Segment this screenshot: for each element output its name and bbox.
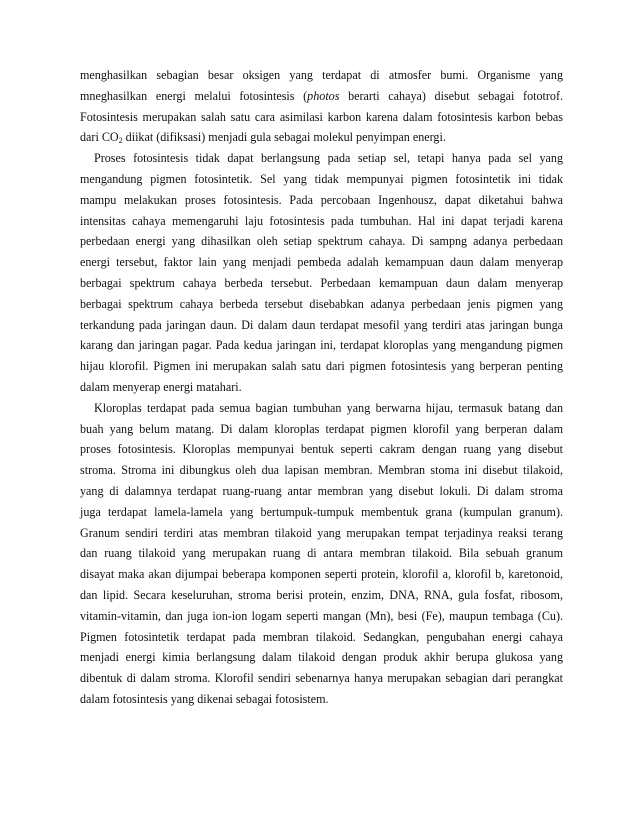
- text-segment: dari CO: [80, 130, 119, 145]
- text-segment: dan lipid. Secara keseluruhan, stroma berisi protein, enzim, DNA, RNA, gula fosfat, ribosom,: [80, 587, 563, 602]
- text-segment: Kloroplas terdapat pada semua bagian tumbuhan yang berwarna hijau, termasuk batang dan: [94, 400, 563, 415]
- text-segment: mengandung pigmen fotosintetik. Sel yang tidak mempunyai pigmen fotosintetik ini tidak: [80, 171, 563, 186]
- text-segment: Fotosintesis merupakan salah satu cara asimilasi karbon karena dalam fotosintesis karbon bebas: [80, 109, 563, 124]
- text-line: [80, 398, 563, 419]
- text-line: [80, 190, 563, 211]
- text-segment: berbagai spektrum cahaya berbeda tersebut disebabkan adanya perbedaan jenis pigmen yang: [80, 296, 563, 311]
- text-segment: dalam fotosintesis yang dikenai sebagai fotosistem.: [80, 691, 329, 706]
- text-segment: dalam menyerap energi matahari.: [80, 379, 242, 394]
- text-segment: stroma. Stroma ini dibungkus oleh dua lapisan membran. Membran stoma ini disebut tilakoid,: [80, 463, 563, 478]
- text-line: [80, 439, 563, 460]
- text-line: [80, 481, 563, 502]
- text-line: [80, 564, 563, 585]
- text-line: [80, 169, 563, 190]
- text-line: [80, 107, 563, 128]
- text-segment: buah yang belum matang. Di dalam kloroplas terdapat pigmen klorofil yang berperan dalam: [80, 421, 563, 436]
- text-segment: Pigmen fotosintetik terdapat pada membran tilakoid. Sedangkan, pengubahan energi cahaya: [80, 629, 563, 644]
- text-segment: mneghasilkan energi melalui fotosintesis (: [80, 88, 308, 103]
- text-line: [80, 273, 563, 294]
- text-segment: Proses fotosintesis tidak dapat berlangsung pada setiap sel, tetapi hanya pada sel yang: [94, 151, 563, 166]
- text-segment: intensitas cahaya memengaruhi laju fotosintesis pada tumbuhan. Hal ini dapat terjadi karena: [80, 213, 563, 228]
- text-line: [80, 523, 563, 544]
- text-segment: hijau klorofil. Pigmen ini merupakan salah satu dari pigmen fotosintesis yang berperan penting: [80, 359, 563, 374]
- text-line: [80, 460, 563, 481]
- text-line: [80, 127, 563, 148]
- text-segment: menjadi energi kimia berlangsung dalam tilakoid dengan produk akhir berupa glukosa yang: [80, 650, 563, 665]
- text-line: [80, 419, 563, 440]
- text-line: [80, 668, 563, 689]
- text-line: [80, 335, 563, 356]
- paragraph: [80, 398, 563, 710]
- text-line: [80, 252, 563, 273]
- paragraph: [80, 65, 563, 148]
- text-segment: berbagai spektrum cahaya berbeda tersebut. Perbedaan kemampuan daun dalam menyerap: [80, 275, 563, 290]
- text-segment: mampu melakukan proses fotosintesis. Pada percobaan Ingenhousz, dapat diketahui bahwa: [80, 192, 563, 207]
- text-line: [80, 315, 563, 336]
- text-segment: disayat maka akan dijumpai beberapa komponen seperti protein, klorofil a, klorofil b, karetonoid,: [80, 567, 563, 582]
- text-segment: proses fotosintesis. Kloroplas mempunyai bentuk seperti cakram dengan ruang yang disebut: [80, 442, 563, 457]
- body-text: [80, 65, 563, 710]
- text-line: [80, 148, 563, 169]
- text-segment: yang di dalamnya terdapat ruang-ruang antar membran yang disebut lokuli. Di dalam stroma: [80, 483, 563, 498]
- text-segment: dibentuk di dalam stroma. Klorofil sendiri sebenarnya hanya merupakan sebagian dari perangkat: [80, 671, 563, 686]
- text-line: [80, 606, 563, 627]
- text-line: [80, 689, 563, 710]
- text-line: [80, 86, 563, 107]
- text-segment: diikat (difiksasi) menjadi gula sebagai molekul penyimpan energi.: [122, 130, 446, 145]
- text-segment: berarti cahaya) disebut sebagai fototrof.: [339, 88, 564, 103]
- text-line: [80, 294, 563, 315]
- text-line: [80, 377, 563, 398]
- text-line: [80, 211, 563, 232]
- text-line: [80, 647, 563, 668]
- text-line: [80, 585, 563, 606]
- text-segment: karang dan jaringan pagar. Pada kedua jaringan ini, terdapat kloroplas yang mengandung pigmen: [80, 338, 563, 353]
- text-line: [80, 627, 563, 648]
- subscript: 2: [118, 136, 123, 146]
- text-segment: vitamin-vitamin, dan juga ion-ion logam seperti mangan (Mn), besi (Fe), maupun tembaga (Cu).: [80, 608, 563, 623]
- text-segment: terkandung pada jaringan daun. Di dalam daun terdapat mesofil yang terdiri atas jaringan bunga: [80, 317, 563, 332]
- text-line: [80, 356, 563, 377]
- text-segment: energi tersebut, faktor lain yang menjadi pembeda adalah kemampuan daun dalam menyerap: [80, 255, 563, 270]
- text-segment: perbedaan energi yang dihasilkan oleh setiap spektrum cahaya. Di sampng adanya perbedaan: [80, 234, 563, 249]
- text-segment: dan ruang tilakoid yang merupakan ruang di antara membran tilakoid. Bila sebuah granum: [80, 546, 563, 561]
- text-segment: juga terdapat lamela-lamela yang bertumpuk-tumpuk membentuk grana (kumpulan granum).: [80, 504, 563, 519]
- text-line: [80, 502, 563, 523]
- text-line: [80, 543, 563, 564]
- text-line: [80, 65, 563, 86]
- paragraph: [80, 148, 563, 398]
- text-line: [80, 231, 563, 252]
- text-segment: menghasilkan sebagian besar oksigen yang terdapat di atmosfer bumi. Organisme yang: [80, 68, 563, 82]
- italic-term: photos: [307, 88, 340, 103]
- text-segment: Granum sendiri terdiri atas membran tilakoid yang merupakan tempat terjadinya reaksi terang: [80, 525, 563, 540]
